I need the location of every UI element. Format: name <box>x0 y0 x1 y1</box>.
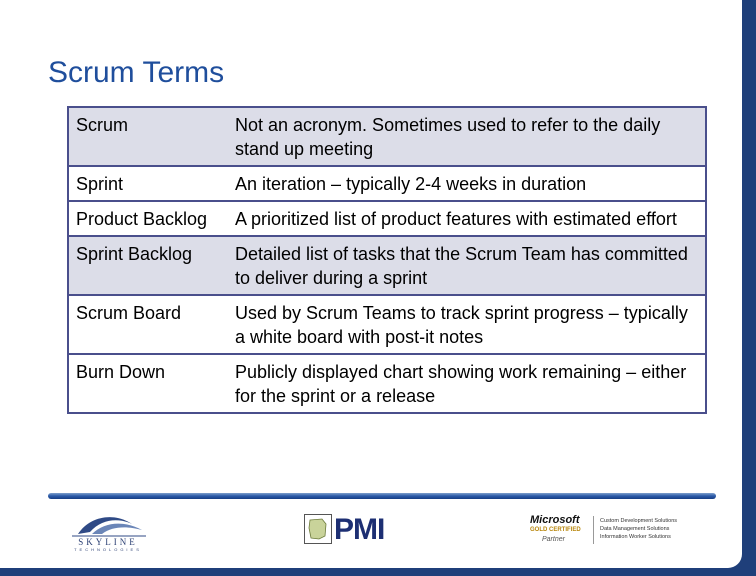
term-cell: Burn Down <box>68 354 228 413</box>
skyline-swoosh-icon <box>62 510 154 538</box>
table-row <box>68 354 706 413</box>
term-cell: Scrum Board <box>68 295 228 354</box>
skyline-tagline: TECHNOLOGIES <box>74 547 142 552</box>
table-row <box>68 201 706 236</box>
skyline-name: SKYLINE <box>78 537 138 547</box>
competency-list <box>600 517 677 541</box>
term-cell: Sprint Backlog <box>68 236 228 295</box>
table-row <box>68 166 706 201</box>
definition-cell: An iteration – typically 2-4 weeks in duration <box>228 166 706 201</box>
terms-table <box>67 106 707 414</box>
partner-label: Partner <box>542 536 565 543</box>
table-row <box>68 107 706 166</box>
definition-cell: Used by Scrum Teams to track sprint progress – typically a white board with post-it notes <box>228 295 706 354</box>
term-cell: Sprint <box>68 166 228 201</box>
term-cell: Scrum <box>68 107 228 166</box>
logo-separator <box>593 516 594 544</box>
skyline-logo <box>62 510 154 550</box>
pmi-logo <box>304 514 404 546</box>
slide-title: Scrum Terms <box>48 56 225 89</box>
table-row <box>68 236 706 295</box>
definition-cell: Detailed list of tasks that the Scrum Team has committed to deliver during a sprint <box>228 236 706 295</box>
footer-divider <box>48 493 716 499</box>
definition-cell: Publicly displayed chart showing work remaining – either for the sprint or a release <box>228 354 706 413</box>
definition-cell: Not an acronym. Sometimes used to refer to the daily stand up meeting <box>228 107 706 166</box>
competency-item: Information Worker Solutions <box>600 534 671 540</box>
microsoft-partner-logo <box>530 514 700 548</box>
definition-cell: A prioritized list of product features with estimated effort <box>228 201 706 236</box>
competency-item: Data Management Solutions <box>600 526 670 532</box>
wisconsin-map-icon <box>304 514 332 544</box>
table-row <box>68 295 706 354</box>
microsoft-name: Microsoft <box>530 514 580 526</box>
term-cell: Product Backlog <box>68 201 228 236</box>
gold-certified-badge: GOLD CERTIFIED <box>530 527 581 533</box>
competency-item: Custom Development Solutions <box>600 518 678 524</box>
pmi-name: PMI <box>334 513 385 546</box>
